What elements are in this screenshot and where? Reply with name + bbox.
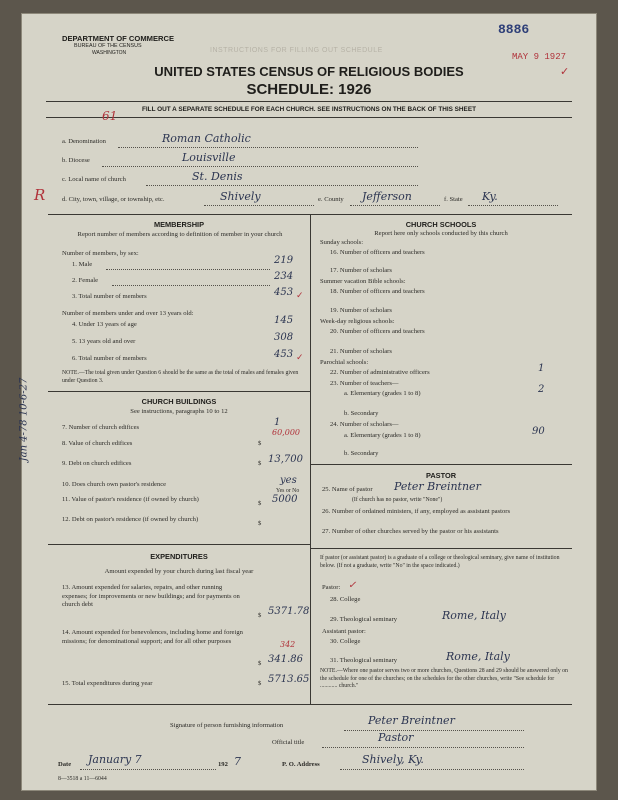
year-prefix: 192: [218, 761, 228, 768]
pastor-name-hint: (If church has no pastor, write "None"): [352, 497, 443, 503]
scholars-elementary-label: a. Elementary (grades 1 to 8): [344, 432, 421, 439]
total-members-2-label: 6. Total number of members: [72, 355, 147, 362]
department-label: DEPARTMENT OF COMMERCE: [62, 34, 175, 43]
residence-debt-label: 12. Debt on pastor's residence (if owned by church): [62, 516, 199, 523]
membership-intro: Report number of members according to definition of member in your church: [77, 231, 283, 238]
schools-heading: CHURCH SCHOOLS: [405, 220, 477, 229]
under-13-value: 145: [274, 315, 294, 326]
date-value: January 7: [88, 753, 142, 766]
total-members-value: 453: [274, 287, 294, 298]
benevolences-correction: 342: [280, 640, 296, 649]
denomination-value: Roman Catholic: [162, 132, 251, 145]
received-date-stamp: MAY 9 1927: [512, 52, 567, 62]
residence-value-label: 11. Value of pastor's residence (if owned by church): [62, 496, 199, 503]
edifices-value-label: 8. Value of church edifices: [62, 440, 133, 447]
over-13-label: 5. 13 years old and over: [72, 338, 136, 345]
state-label: f. State: [444, 196, 463, 203]
county-value: Jefferson: [362, 190, 412, 203]
pastor-college-label: 28. College: [330, 596, 361, 603]
over-13-value: 308: [274, 332, 294, 343]
year-value: 7: [234, 755, 241, 768]
edifices-count-value: 1: [274, 417, 281, 428]
total-expenditures-value: 5713.65: [268, 674, 310, 685]
parochial-schools-label: Parochial schools:: [320, 359, 369, 366]
buildings-heading: CHURCH BUILDINGS: [141, 397, 217, 406]
benevolences-value: 341.86: [268, 654, 303, 665]
owns-residence-value: yes: [280, 475, 297, 486]
faded-banner: INSTRUCTIONS FOR FILLING OUT SCHEDULE: [210, 47, 383, 54]
pastor-seminary-value: Rome, Italy: [442, 609, 506, 622]
weekday-schools-label: Week-day religious schools:: [320, 318, 395, 325]
ordained-ministers-label: 26. Number of ordained ministers, if any, employed as assistant pastors: [322, 508, 511, 515]
denomination-label: a. Denomination: [62, 138, 106, 145]
edifices-value-value: 60,000: [272, 428, 300, 437]
date-label: Date: [58, 761, 72, 768]
pastor-seminary-label: 29. Theological seminary: [330, 616, 398, 623]
teachers-label: 23. Number of teachers—: [330, 380, 399, 387]
members-by-sex-label: Number of members, by sex:: [62, 250, 139, 257]
check-mark-icon: ✓: [296, 352, 304, 362]
edifices-count-label: 7. Number of church edifices: [62, 424, 140, 431]
check-mark-icon: ✓: [560, 66, 570, 78]
weekday-officers-label: 20. Number of officers and teachers: [330, 328, 425, 335]
schedule-year: SCHEDULE: 1926: [246, 81, 372, 98]
pastor-name-label: 25. Name of pastor: [322, 486, 373, 493]
under-13-label: 4. Under 13 years of age: [72, 321, 137, 328]
residence-value-value: 5000: [272, 494, 298, 505]
scholars-secondary-label: b. Secondary: [344, 450, 379, 457]
schools-intro: Report here only schools conducted by this church: [374, 230, 508, 237]
assistant-seminary-label: 31. Theological seminary: [330, 657, 398, 664]
city-town-value: Shively: [220, 190, 261, 203]
weekday-scholars-label: 21. Number of scholars: [330, 348, 392, 355]
city-label: WASHINGTON: [92, 50, 127, 56]
pastor-sub-label: Pastor:: [322, 584, 341, 591]
female-label: 2. Female: [72, 277, 99, 284]
check-mark-icon: ✓: [296, 290, 304, 300]
serial-number: 8886: [498, 22, 530, 37]
membership-heading: MEMBERSHIP: [153, 220, 205, 229]
expenditures-heading: EXPENDITURES: [150, 552, 208, 561]
form-footer-code: 8—3518 a 11—6044: [58, 776, 107, 782]
signature-value: Peter Breintner: [368, 714, 455, 727]
po-address-label: P. O. Address: [282, 761, 320, 768]
expenditures-subtitle: Amount expended by your church during last fiscal year: [104, 568, 254, 575]
total-expenditures-label: 15. Total expenditures during year: [62, 680, 153, 687]
sunday-officers-label: 16. Number of officers and teachers: [330, 249, 425, 256]
margin-mark-61: 61: [102, 109, 118, 123]
po-address-value: Shively, Ky.: [362, 753, 424, 766]
assistant-seminary-value: Rome, Italy: [446, 650, 510, 663]
membership-note: NOTE.—The total given under Question 6 should be the same as the total of males and females given under Question 3.: [62, 370, 299, 384]
official-title-value: Pastor: [378, 731, 414, 744]
sunday-schools-label: Sunday schools:: [320, 239, 364, 246]
other-churches-label: 27. Number of other churches served by the pastor or his assistants: [322, 528, 499, 535]
male-value: 219: [274, 255, 294, 266]
age-intro-label: Number of members under and over 13 years old:: [62, 310, 194, 317]
teachers-secondary-label: b. Secondary: [344, 410, 379, 417]
parochial-admin-value: 1: [538, 363, 545, 374]
male-label: 1. Male: [72, 261, 93, 268]
graduate-note: If pastor (or assistant pastor) is a graduate of a college or theological seminary, give name of institution below. (If not a graduate, write "No" in the space indicated.): [320, 555, 560, 569]
total-members-label: 3. Total number of members: [72, 293, 147, 300]
official-title-label: Official title: [272, 739, 305, 746]
total-members-2-value: 453: [274, 349, 294, 360]
sunday-scholars-label: 17. Number of scholars: [330, 267, 392, 274]
instructions-line: FILL OUT A SEPARATE SCHEDULE FOR EACH CHURCH. SEE INSTRUCTIONS ON THE BACK OF THIS SHEET: [142, 106, 476, 113]
bureau-label: BUREAU OF THE CENSUS: [74, 43, 142, 49]
form-title: UNITED STATES CENSUS OF RELIGIOUS BODIES: [154, 64, 464, 79]
edifices-debt-label: 9. Debt on church edifices: [62, 460, 132, 467]
yes-no-hint: Yes or No: [276, 488, 300, 494]
edifices-debt-value: 13,700: [268, 454, 303, 465]
summer-schools-label: Summer vacation Bible schools:: [320, 278, 406, 285]
benevolences-label: 14. Amount expended for benevolences, including home and foreign missions; for denominational support; and for all other purposes: [62, 629, 243, 645]
summer-scholars-label: 19. Number of scholars: [330, 307, 392, 314]
diocese-label: b. Diocese: [62, 157, 90, 164]
parochial-admin-label: 22. Number of administrative officers: [330, 369, 430, 376]
signature-label: Signature of person furnishing information: [170, 722, 284, 729]
county-label: e. County: [318, 196, 344, 203]
running-expenses-value: 5371.78: [268, 606, 310, 617]
city-town-label: d. City, town, village, or township, etc.: [62, 196, 165, 203]
scholars-label: 24. Number of scholars—: [330, 421, 399, 428]
teachers-elementary-value: 2: [538, 384, 545, 395]
census-schedule-sheet: DEPARTMENT OF COMMERCE BUREAU OF THE CENSUS WASHINGTON 8886 INSTRUCTIONS FOR FILLING OUT SCHEDULE MAY 9 1927 ✓ UNITED STATES CENSUS OF RELIGIOUS BODIES SCHEDULE: 1926 FILL OUT A SEPARATE SCHEDULE FOR EACH CHURCH. SEE INSTRUCTIONS ON THE BACK OF THIS SHEET 61 a. Denomination Roman Catholic b. Diocese Louisville c. Local name of church St. Denis R d. City, town, village, or township, etc. Shively e. County Jefferson f. State Ky. MEMBERSHIP Report number of members according to definition of member in your church Number of members, by sex: 1. Male 219 2. Female 234 3. Total number of members 453 ✓ Number of members under and over 13 years old: 4. Under 13 years of age 145 5. 13 years old and over 308 6. Total number of members 453 ✓ NOTE.—The total given under Question 6 should be the same as the total of males and females given under Question 3. CHURCH BUILDINGS See instructions, paragraphs 10 to 12 7. Number of church edifices 1 8. Value of church edifices $ 60,000 9. Debt on church edifices $ 13,700 10. Does church own pastor's residence yes Yes or No 11. Value of pastor's residence (if owned by church) $ 5000 12. Debt on pastor's residence (if owned by church) $ EXPENDITURES Amount expended by your church during last fiscal year 13. Amount expended for salaries, repairs, and other running expenses; for improvements or new buildings; and for payments on church debt $ 5371.78 14. Amount expended for benevolences, including home and foreign missions; for denominational support; and for all other purposes 342 $ 341.86 15. Total expenditures during year $ 5713.65 CHURCH SCHOOLS Report here only schools conducted by this church Sunday schools: 16. Number of officers and teachers 17. Number of scholars Summer vacation Bible schools: 18. Number of officers and teachers 19. Number of scholars Week-day religious schools: 20. Number of officers and teachers 21. Number of scholars Parochial schools: 22. Number of administrative officers 1 23. Number of teachers— a. Elementary (grades 1 to 8) 2 b. Secondary 24. Number of scholars— a. Elementary (grades 1 to 8) 90 b. Secondary PASTOR 25. Name of pastor Peter Breintner (If church has no pastor, write "None") 26. Number of ordained ministers, if any, employed as assistant pastors 27. Number of other churches served by the pastor or his assistants If pastor (or assistant pastor) is a graduate of a college or theological seminary, give name of institution below. (If not a graduate, write "No" in the space indicated.) Pastor: ✓ 28. College 29. Theological seminary Rome, Italy Assistant pastor: 30. College 31. Theological seminary Rome, Italy NOTE.—Where one pastor serves two or more churches, Questions 28 and 29 should be answered only on the schedule for one of the churches; on the schedules for the other churches, write "See schedule for ............ church." Signature of person furnishing information Peter Breintner Official title Pastor Date January 7 192 7 P. O. Address Shively, Ky. 8—3518 a 11—6044 Jan 4-78 10-6-27: [22, 14, 596, 790]
state-value: Ky.: [482, 190, 498, 203]
owns-residence-label: 10. Does church own pastor's residence: [62, 481, 167, 488]
female-value: 234: [274, 271, 294, 282]
diocese-value: Louisville: [182, 151, 236, 164]
local-name-value: St. Denis: [192, 170, 243, 183]
pastor-heading: PASTOR: [425, 471, 457, 480]
pastor-name-value: Peter Breintner: [394, 480, 481, 493]
margin-mark-r: R: [34, 186, 46, 204]
buildings-subtitle: See instructions, paragraphs 10 to 12: [130, 408, 228, 415]
local-name-label: c. Local name of church: [62, 176, 126, 183]
scholars-elementary-value: 90: [532, 426, 545, 437]
check-mark-icon: ✓: [348, 580, 357, 591]
assistant-pastor-label: Assistant pastor:: [322, 628, 366, 635]
teachers-elementary-label: a. Elementary (grades 1 to 8): [344, 390, 421, 397]
pastor-note: NOTE.—Where one pastor serves two or more churches, Questions 28 and 29 should be answered only on the schedule for one of the churches; on the schedules for the other churches, write "See schedule for ............ church.": [320, 668, 568, 689]
running-expenses-label: 13. Amount expended for salaries, repairs, and other running expenses; for improvements or new buildings; and for payments on church debt: [62, 584, 240, 608]
assistant-college-label: 30. College: [330, 638, 361, 645]
margin-handwritten-note: Jan 4-78 10-6-27: [18, 377, 30, 462]
summer-officers-label: 18. Number of officers and teachers: [330, 288, 425, 295]
